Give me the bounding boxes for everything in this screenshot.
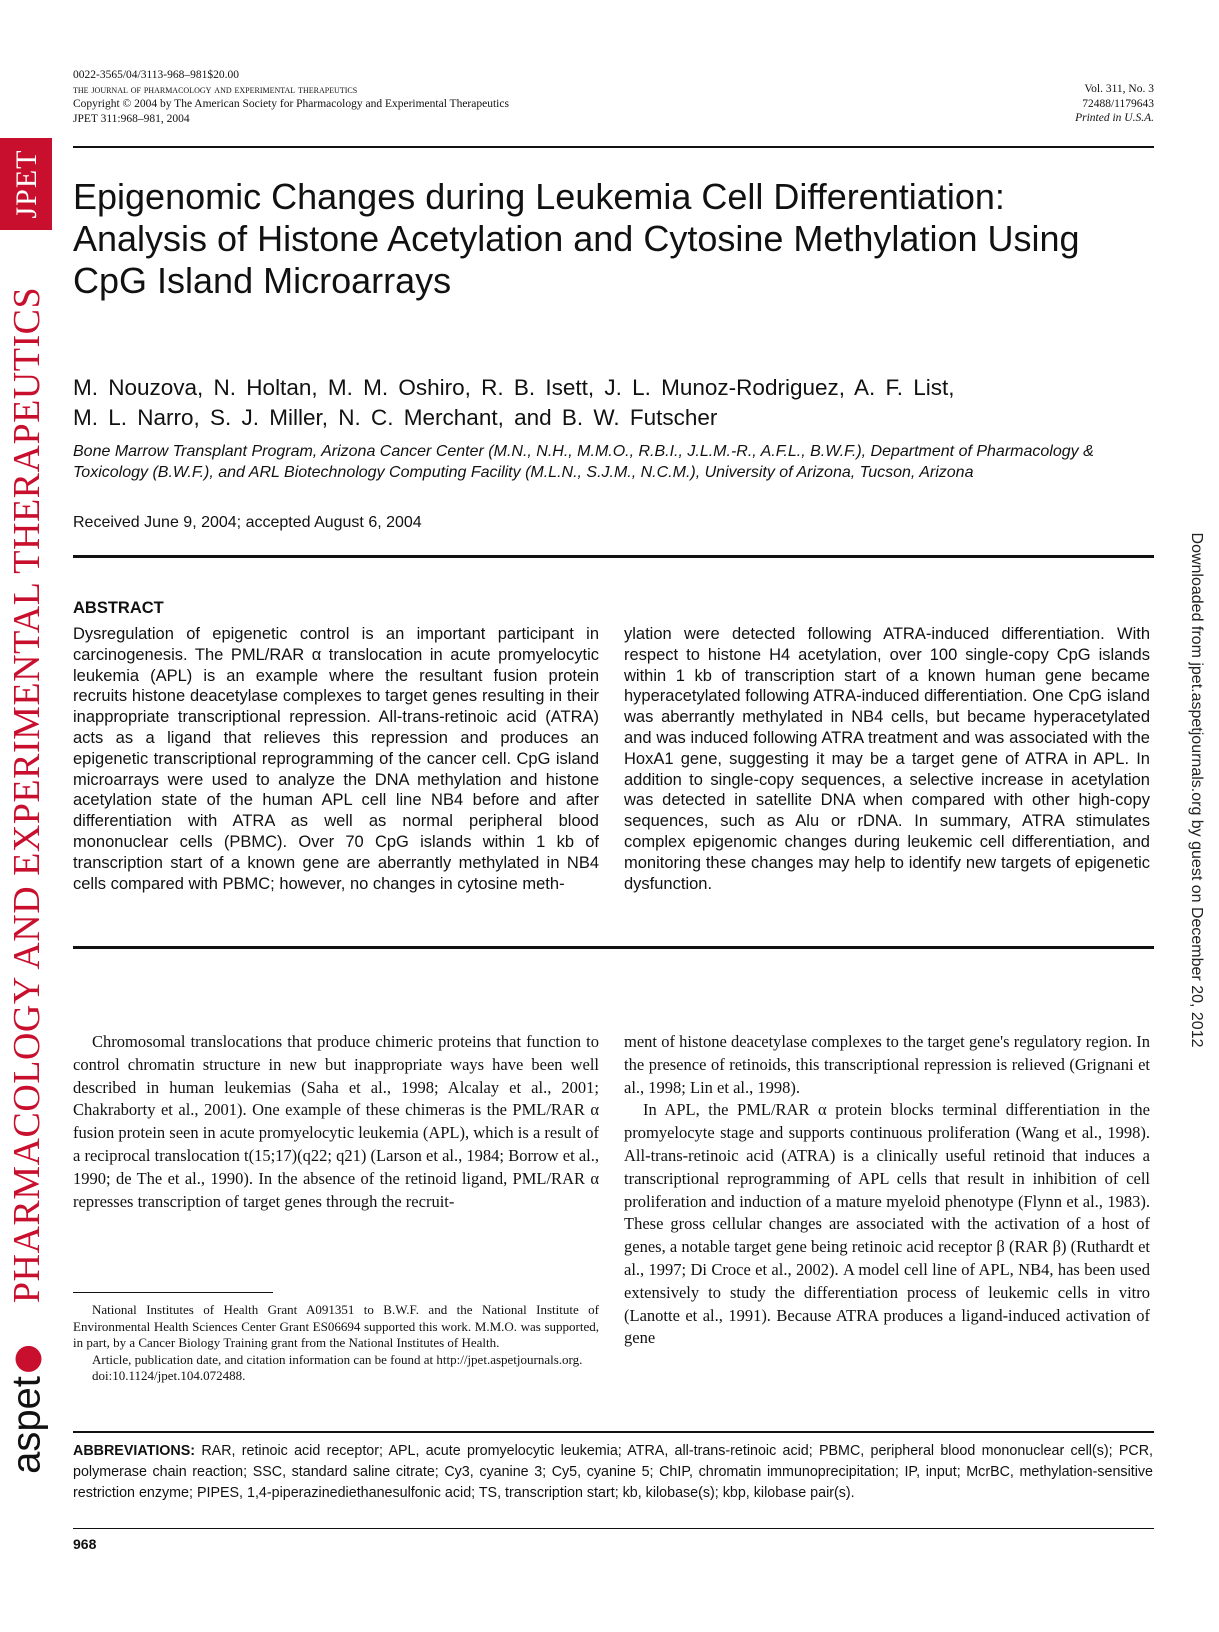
affiliation: Bone Marrow Transplant Program, Arizona Cancer Center (M.N., N.H., M.M.O., R.B.I., J.L.M.-R., A.F.L., B.W.F.), Department of Pharmacology & Toxicology (B.W.F.), and ARL Biotechnology Computing Facility (M.L.N., S.J.M., N.C.M.), University of Arizona, Tucson, Arizona <box>73 443 1094 481</box>
author-list <box>73 373 1153 433</box>
body-paragraph: Chromosomal translocations that produce chimeric proteins that function to control chromatin structure in new but inappropriate ways have been well described in human leukemias (Saha et al., 1998; Alcalay et al., 2001; Chakraborty et al., 2001). One example of these chimeras is the PML/RAR α fusion protein seen in acute promyelocytic leukemia (APL), which is a result of a reciprocal translocation t(15;17)(q22; q21) (Larson et al., 1984; Borrow et al., 1990; de The et al., 1990). In the absence of the retinoid ligand, PML/RAR α represses transcription of target genes through the recruit- <box>73 1032 599 1211</box>
abstract-heading: ABSTRACT <box>73 599 164 617</box>
aspet-logo-text: aspet <box>4 1376 49 1474</box>
received-dates: Received June 9, 2004; accepted August 6, 2004 <box>73 514 422 531</box>
header-left <box>73 68 509 126</box>
article-title <box>73 176 1153 302</box>
abbreviations <box>73 1441 1153 1503</box>
abstract-left-column: Dysregulation of epigenetic control is an important participant in carcinogenesis. The PML/RAR α translocation in acute promyelocytic leukemia (APL) is an example where the resultant fusion protein recruits histone deacetylase complexes to target genes resulting in their inappropriate transcriptional repression. All-trans-retinoic acid (ATRA) acts as a ligand that relieves this repression and produces an epigenetic transcriptional reprogramming of the cancer cell. CpG island microarrays were used to analyze the DNA methylation and histone acetylation state of the human APL cell line NB4 before and after differentiation with ATRA as well as normal peripheral blood mononuclear cells (PBMC). Over 70 CpG islands within 1 kb of transcription start of a known gene are aberrantly methylated in NB4 cells compared with PBMC; however, no changes in cytosine meth- <box>73 625 599 893</box>
footnotes <box>73 1302 599 1385</box>
author-line: M. Nouzova, N. Holtan, M. M. Oshiro, R. B. Isett, J. L. Munoz-Rodriguez, A. F. List, <box>73 375 955 400</box>
header-printed: Printed in U.S.A. <box>1075 112 1154 124</box>
body-left-column <box>73 1031 599 1213</box>
abbreviations-label: ABBREVIATIONS: <box>73 1443 196 1459</box>
aspet-logo <box>5 1346 50 1474</box>
footnote-funding: National Institutes of Health Grant A091351 to B.W.F. and the National Institute of Environmental Health Sciences Center Grant ES06694 supported this work. M.M.O. was supported, in part, by a Cancer Biology Training grant from the National Institutes of Health. <box>73 1302 599 1350</box>
aspet-logo-mark-icon <box>16 1346 42 1372</box>
abbreviations-text: RAR, retinoic acid receptor; APL, acute promyelocytic leukemia; ATRA, all-trans-retinoic acid; PBMC, peripheral blood mononuclear cell(s); PCR, polymerase chain reaction; SSC, standard saline citrate; Cy3, cyanine 3; Cy5, cyanine 5; ChIP, chromatin immunoprecipitation; IP, input; McrBC, methylation-sensitive restriction enzyme; PIPES, 1,4-piperazinediethanesulfonic acid; TS, transcription start; kb, kilobase(s); kbp, kilobase pair(s). <box>73 1443 1153 1501</box>
header-copyright: Copyright © 2004 by The American Society for Pharmacology and Experimental Therapeutics <box>73 98 509 110</box>
footnote-doi: doi:10.1124/jpet.104.072488. <box>92 1368 246 1383</box>
journal-name-vertical: PHARMACOLOGY AND EXPERIMENTAL THERAPEUTICS <box>6 286 48 1304</box>
header-issn: 0022-3565/04/3113-968–981$20.00 <box>73 69 239 81</box>
header-volume: Vol. 311, No. 3 <box>1084 83 1154 95</box>
header-manuscript-id: 72488/1179643 <box>1082 97 1154 110</box>
title-line: Epigenomic Changes during Leukemia Cell Differentiation: <box>73 176 1005 217</box>
footnote-article-info: Article, publication date, and citation information can be found at http://jpet.aspetjournals.org. <box>92 1351 583 1367</box>
body-paragraph: In APL, the PML/RAR α protein blocks terminal differentiation in the promyelocyte stage and supports continuous proliferation (Wang et al., 1998). All-trans-retinoic acid (ATRA) is a clinically useful retinoid that induces a transcriptional reprogramming of APL cells that result in inhibition of cell proliferation and induction of a mature myeloid phenotype (Flynn et al., 1983). These gross cellular changes are associated with the activation of a host of genes, a notable target gene being retinoic acid receptor β (RAR β) (Ruthardt et al., 1997; Di Croce et al., 2002). A model cell line of APL, NB4, has been used extensively to study the differentiation process of leukemic cells in vitro (Lanotte et al., 1991). Because ATRA produces a ligand-induced activation of gene <box>624 1100 1150 1348</box>
abbreviations-rule <box>73 1431 1154 1433</box>
body-right-column <box>624 1031 1150 1350</box>
page-bottom-rule <box>73 1528 1154 1529</box>
header-journal: the journal of pharmacology and experimental therapeutics <box>73 83 358 96</box>
title-line: CpG Island Microarrays <box>73 260 452 301</box>
jpet-badge-label: JPET <box>10 149 43 219</box>
body-paragraph: ment of histone deacetylase complexes to the target gene's regulatory region. In the presence of retinoids, this transcriptional repression is relieved (Grignani et al., 1998; Lin et al., 1998). <box>624 1032 1150 1097</box>
header-right <box>1075 82 1154 126</box>
header-citation: JPET 311:968–981, 2004 <box>73 112 190 125</box>
author-line: M. L. Narro, S. J. Miller, N. C. Merchant, and B. W. Futscher <box>73 405 718 430</box>
footnote-rule <box>73 1292 273 1293</box>
abstract-right-column: ylation were detected following ATRA-induced differentiation. With respect to histone H4 acetylation, over 100 single-copy CpG islands within 1 kb of transcription start of a known human gene became hyperacetylated following ATRA-induced differentiation. One CpG island was aberrantly methylated in NB4 cells, but became hyperacetylated and was induced following ATRA treatment and was associated with the HoxA1 gene, suggesting it may be a target gene of ATRA in APL. In addition to single-copy sequences, a selective increase in acetylation was detected in satellite DNA when compared with other high-copy sequences, such as Alu or rDNA. In summary, ATRA stimulates complex epigenomic changes during leukemic cell differentiation, and monitoring these changes may help to identify new targets of epigenetic dysfunction. <box>624 625 1150 893</box>
title-line: Analysis of Histone Acetylation and Cytosine Methylation Using <box>73 218 1080 259</box>
page-number: 968 <box>73 1536 97 1552</box>
abstract-top-rule <box>73 555 1154 558</box>
download-note: Downloaded from jpet.aspetjournals.org by guest on December 20, 2012 <box>1188 532 1205 1048</box>
abstract-bottom-rule <box>73 946 1154 949</box>
header-rule <box>73 146 1154 148</box>
